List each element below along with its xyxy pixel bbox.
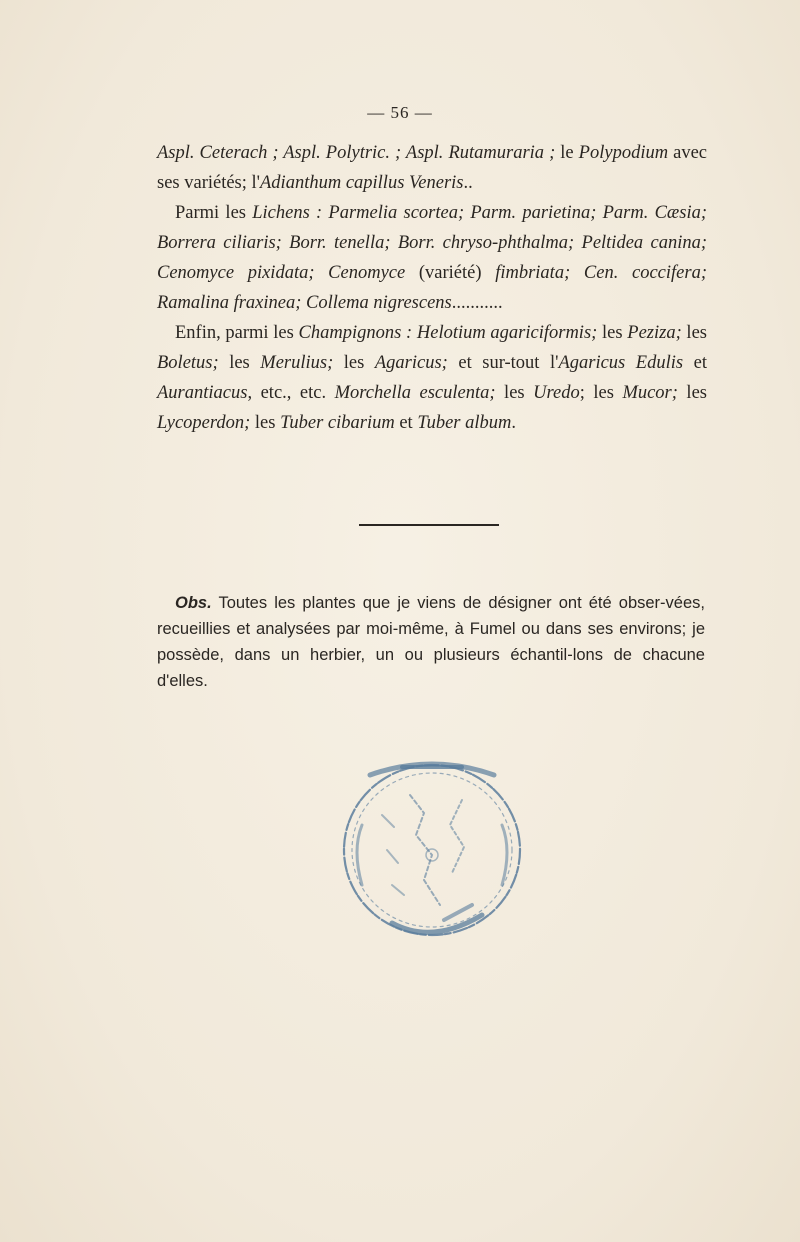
text-run: le <box>555 143 579 163</box>
text-run: ........... <box>451 293 503 313</box>
text-run: avec ses variétés; l' <box>157 143 707 193</box>
text-run: .. <box>463 173 473 193</box>
obs-text: Toutes les plantes que je viens de désigner ont été obser-vées, recueillies et analysées par moi-même, à Fumel ou dans ses environs; je possède, dans un herbier, un ou plusieurs échantil-lons de chacune d'elles. <box>157 594 705 690</box>
text-run: et <box>683 353 707 373</box>
text-run: et sur-tout l' <box>447 353 559 373</box>
library-stamp-icon <box>332 755 532 945</box>
section-divider <box>359 524 499 526</box>
page-number: — 56 — <box>367 103 433 122</box>
text-run: Parmi les <box>175 203 253 223</box>
italic-run: Champignons : Helotium agariciformis; <box>298 323 598 343</box>
text-run: et <box>394 413 418 433</box>
text-run: les <box>597 323 628 343</box>
text-run: ; les <box>579 383 623 403</box>
text-run: les <box>250 413 281 433</box>
italic-run: Aspl. Ceterach ; Aspl. Polytric. ; Aspl. Rutamuraria ; <box>157 143 556 163</box>
italic-run: Lichens : Parmelia scortea; Parm. parietina; Parm. Cæsia; Borrera ciliaris; Borr. tenella; Borr. chryso-phthalma; Peltidea canina; Cenomyce pixidata; Cenomyce <box>157 203 707 283</box>
text-run: , etc., etc. <box>247 383 335 403</box>
paragraph-ferns <box>157 138 707 198</box>
italic-run: Polypodium <box>578 143 669 163</box>
italic-run: Peziza; <box>627 323 682 343</box>
italic-run: Merulius; <box>260 353 334 373</box>
italic-run: Adianthum capillus Veneris <box>260 173 464 193</box>
italic-run: Tuber album <box>417 413 512 433</box>
text-run: les <box>677 383 707 403</box>
text-run: les <box>495 383 534 403</box>
text-run: . <box>511 413 517 433</box>
text-run: les <box>681 323 707 343</box>
italic-run: Mucor; <box>622 383 678 403</box>
italic-run: Uredo <box>533 383 580 403</box>
italic-run: Tuber cibarium <box>280 413 395 433</box>
obs-lead: Obs. <box>175 594 212 612</box>
text-run: (variété) <box>405 263 496 283</box>
italic-run: Aurantiacus <box>157 383 248 403</box>
italic-run: Boletus; <box>157 353 219 373</box>
text-run: Enfin, parmi les <box>175 323 299 343</box>
italic-run: Morchella esculenta; <box>334 383 496 403</box>
italic-run: Agaricus Edulis <box>558 353 684 373</box>
text-run: les <box>333 353 375 373</box>
italic-run: Lycoperdon; <box>157 413 251 433</box>
text-run: les <box>218 353 261 373</box>
paragraph-mushrooms <box>157 318 707 438</box>
observation-note <box>157 590 705 694</box>
paragraph-lichens <box>157 198 707 318</box>
body-text <box>157 138 707 438</box>
italic-run: fimbriata; Cen. coccifera; Ramalina fraxinea; Collema nigrescens <box>157 263 707 313</box>
italic-run: Agaricus; <box>374 353 448 373</box>
